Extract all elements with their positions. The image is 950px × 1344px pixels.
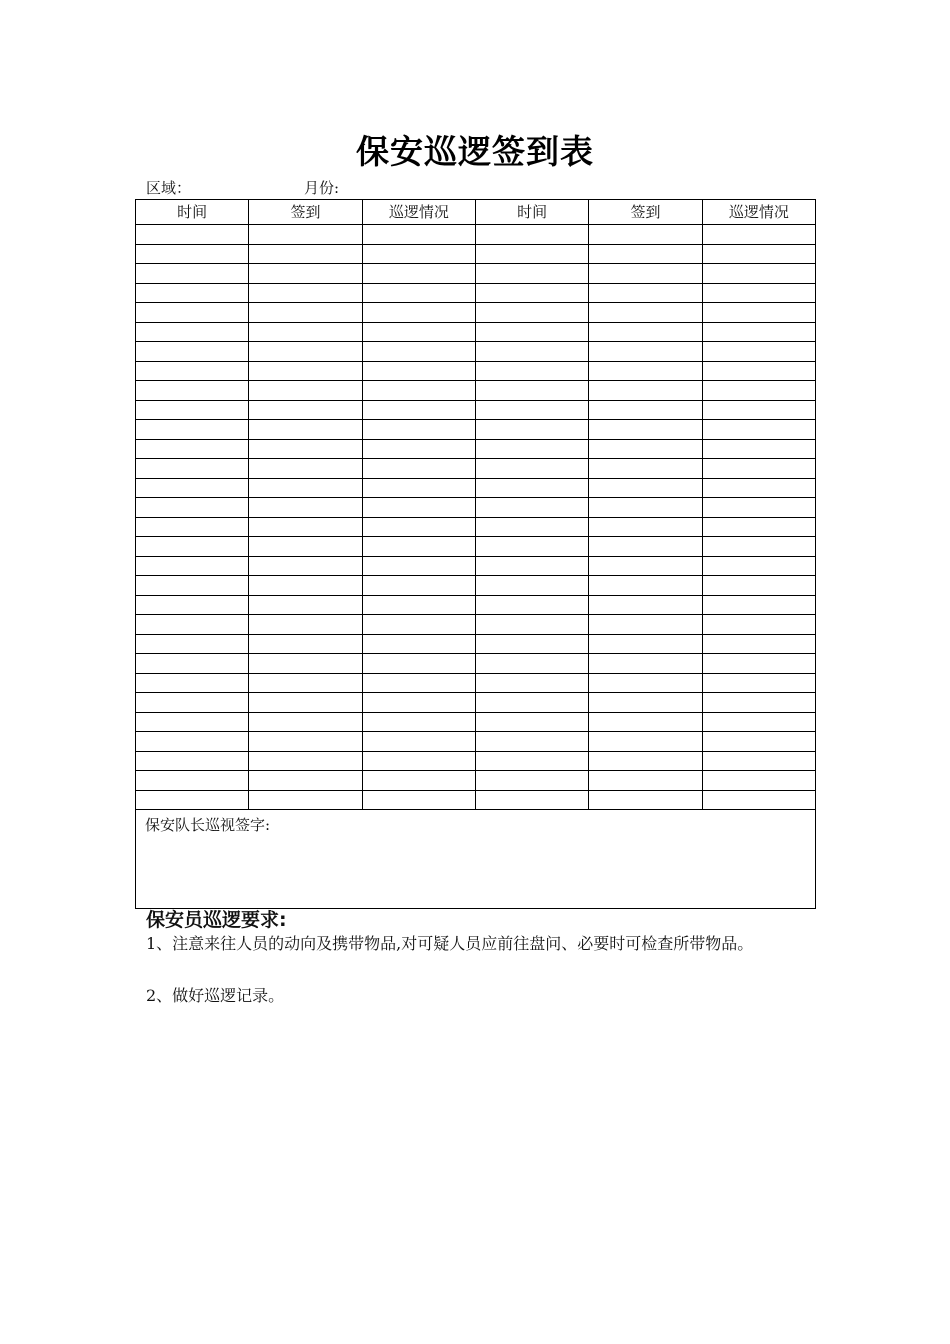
table-cell[interactable] xyxy=(475,615,588,635)
table-cell[interactable] xyxy=(362,693,475,713)
table-cell[interactable] xyxy=(362,381,475,401)
table-cell[interactable] xyxy=(362,439,475,459)
table-cell[interactable] xyxy=(702,400,815,420)
table-cell[interactable] xyxy=(136,517,249,537)
table-cell[interactable] xyxy=(249,712,362,732)
table-cell[interactable] xyxy=(702,751,815,771)
table-row xyxy=(136,225,816,245)
table-cell[interactable] xyxy=(702,420,815,440)
table-row xyxy=(136,478,816,498)
table-cell[interactable] xyxy=(475,673,588,693)
table-row xyxy=(136,459,816,479)
table-cell[interactable] xyxy=(249,498,362,518)
table-cell[interactable] xyxy=(362,712,475,732)
table-cell[interactable] xyxy=(589,244,702,264)
table-cell[interactable] xyxy=(589,751,702,771)
table-cell[interactable] xyxy=(362,244,475,264)
column-header-signin: 签到 xyxy=(249,200,362,225)
table-cell[interactable] xyxy=(475,225,588,245)
table-cell[interactable] xyxy=(475,420,588,440)
table-cell[interactable] xyxy=(362,615,475,635)
table-row xyxy=(136,615,816,635)
column-header-time: 时间 xyxy=(475,200,588,225)
table-cell[interactable] xyxy=(702,381,815,401)
table-cell[interactable] xyxy=(136,244,249,264)
table-cell[interactable] xyxy=(136,615,249,635)
table-cell[interactable] xyxy=(589,517,702,537)
table-cell[interactable] xyxy=(136,342,249,362)
table-cell[interactable] xyxy=(249,264,362,284)
table-cell[interactable] xyxy=(249,556,362,576)
table-cell[interactable] xyxy=(249,693,362,713)
table-cell[interactable] xyxy=(702,615,815,635)
table-cell[interactable] xyxy=(249,439,362,459)
table-cell[interactable] xyxy=(475,712,588,732)
table-cell[interactable] xyxy=(136,322,249,342)
table-cell[interactable] xyxy=(589,264,702,284)
table-cell[interactable] xyxy=(136,420,249,440)
table-cell[interactable] xyxy=(589,537,702,557)
table-cell[interactable] xyxy=(589,303,702,323)
table-cell[interactable] xyxy=(475,576,588,596)
table-cell[interactable] xyxy=(475,693,588,713)
page-title: 保安巡逻签到表 xyxy=(356,132,594,171)
table-cell[interactable] xyxy=(249,361,362,381)
table-cell[interactable] xyxy=(249,537,362,557)
requirements-title: 保安员巡逻要求: xyxy=(146,909,287,931)
table-cell[interactable] xyxy=(589,381,702,401)
table-cell[interactable] xyxy=(136,732,249,752)
table-cell[interactable] xyxy=(475,400,588,420)
table-cell[interactable] xyxy=(475,381,588,401)
table-row xyxy=(136,556,816,576)
table-row xyxy=(136,790,816,810)
table-cell[interactable] xyxy=(702,459,815,479)
table-row xyxy=(136,751,816,771)
table-cell[interactable] xyxy=(136,556,249,576)
table-cell[interactable] xyxy=(136,693,249,713)
table-cell[interactable] xyxy=(362,634,475,654)
table-cell[interactable] xyxy=(475,556,588,576)
table-cell[interactable] xyxy=(136,264,249,284)
table-row xyxy=(136,498,816,518)
table-cell[interactable] xyxy=(362,732,475,752)
table-cell[interactable] xyxy=(589,400,702,420)
table-cell[interactable] xyxy=(702,771,815,791)
table-cell[interactable] xyxy=(362,478,475,498)
table-cell[interactable] xyxy=(589,439,702,459)
table-cell[interactable] xyxy=(249,790,362,810)
table-header-row xyxy=(136,200,816,225)
table-cell[interactable] xyxy=(475,517,588,537)
table-cell[interactable] xyxy=(136,498,249,518)
table-cell[interactable] xyxy=(136,771,249,791)
table-cell[interactable] xyxy=(589,322,702,342)
table-cell[interactable] xyxy=(362,303,475,323)
table-cell[interactable] xyxy=(475,342,588,362)
table-cell[interactable] xyxy=(702,732,815,752)
table-cell[interactable] xyxy=(362,498,475,518)
table-row xyxy=(136,654,816,674)
table-cell[interactable] xyxy=(475,303,588,323)
table-cell[interactable] xyxy=(249,459,362,479)
table-cell[interactable] xyxy=(475,478,588,498)
table-cell[interactable] xyxy=(589,790,702,810)
table-row xyxy=(136,244,816,264)
table-cell[interactable] xyxy=(362,400,475,420)
table-cell[interactable] xyxy=(702,790,815,810)
table-cell[interactable] xyxy=(475,264,588,284)
table-cell[interactable] xyxy=(136,361,249,381)
table-cell[interactable] xyxy=(475,361,588,381)
table-cell[interactable] xyxy=(362,225,475,245)
table-cell[interactable] xyxy=(589,420,702,440)
table-cell[interactable] xyxy=(136,303,249,323)
table-cell[interactable] xyxy=(702,225,815,245)
table-cell[interactable] xyxy=(136,634,249,654)
table-row xyxy=(136,693,816,713)
table-cell[interactable] xyxy=(475,634,588,654)
table-cell[interactable] xyxy=(589,771,702,791)
table-cell[interactable] xyxy=(475,498,588,518)
table-cell[interactable] xyxy=(249,615,362,635)
table-cell[interactable] xyxy=(702,712,815,732)
table-cell[interactable] xyxy=(136,751,249,771)
table-cell[interactable] xyxy=(702,264,815,284)
table-row xyxy=(136,712,816,732)
table-cell[interactable] xyxy=(362,361,475,381)
table-body xyxy=(136,225,816,810)
table-cell[interactable] xyxy=(475,654,588,674)
table-cell[interactable] xyxy=(475,751,588,771)
table-cell[interactable] xyxy=(249,381,362,401)
patrol-sheet xyxy=(135,199,816,909)
captain-signature-box[interactable] xyxy=(135,810,816,909)
table-cell[interactable] xyxy=(249,673,362,693)
table-cell[interactable] xyxy=(136,381,249,401)
table-cell[interactable] xyxy=(362,459,475,479)
column-header-status: 巡逻情况 xyxy=(362,200,475,225)
table-cell[interactable] xyxy=(362,537,475,557)
table-cell[interactable] xyxy=(702,303,815,323)
table-row xyxy=(136,771,816,791)
table-cell[interactable] xyxy=(249,303,362,323)
table-cell[interactable] xyxy=(475,459,588,479)
table-cell[interactable] xyxy=(589,225,702,245)
table-row xyxy=(136,595,816,615)
table-cell[interactable] xyxy=(475,595,588,615)
table-cell[interactable] xyxy=(475,283,588,303)
table-cell[interactable] xyxy=(702,361,815,381)
table-cell[interactable] xyxy=(702,556,815,576)
table-cell[interactable] xyxy=(362,654,475,674)
table-row xyxy=(136,634,816,654)
table-cell[interactable] xyxy=(136,400,249,420)
table-cell[interactable] xyxy=(362,673,475,693)
table-cell[interactable] xyxy=(702,439,815,459)
table-cell[interactable] xyxy=(249,517,362,537)
table-cell[interactable] xyxy=(136,654,249,674)
table-cell[interactable] xyxy=(589,556,702,576)
table-cell[interactable] xyxy=(702,654,815,674)
table-cell[interactable] xyxy=(702,634,815,654)
table-cell[interactable] xyxy=(589,634,702,654)
table-cell[interactable] xyxy=(589,459,702,479)
table-cell[interactable] xyxy=(475,322,588,342)
table-cell[interactable] xyxy=(589,478,702,498)
table-row xyxy=(136,420,816,440)
table-row xyxy=(136,537,816,557)
table-cell[interactable] xyxy=(249,342,362,362)
table-row xyxy=(136,264,816,284)
column-header-time: 时间 xyxy=(136,200,249,225)
table-cell[interactable] xyxy=(362,420,475,440)
captain-signature-label: 保安队长巡视签字: xyxy=(145,816,271,834)
table-row xyxy=(136,732,816,752)
table-row xyxy=(136,283,816,303)
table-cell[interactable] xyxy=(249,400,362,420)
table-cell[interactable] xyxy=(249,751,362,771)
table-cell[interactable] xyxy=(249,732,362,752)
table-cell[interactable] xyxy=(589,693,702,713)
table-cell[interactable] xyxy=(136,537,249,557)
table-cell[interactable] xyxy=(362,771,475,791)
month-label: 月份: xyxy=(304,179,340,197)
table-cell[interactable] xyxy=(249,283,362,303)
table-cell[interactable] xyxy=(136,439,249,459)
table-cell[interactable] xyxy=(475,790,588,810)
table-cell[interactable] xyxy=(249,322,362,342)
table-cell[interactable] xyxy=(362,322,475,342)
table-cell[interactable] xyxy=(589,732,702,752)
table-row xyxy=(136,303,816,323)
table-cell[interactable] xyxy=(136,790,249,810)
table-cell[interactable] xyxy=(589,712,702,732)
table-cell[interactable] xyxy=(475,537,588,557)
table-cell[interactable] xyxy=(702,283,815,303)
table-cell[interactable] xyxy=(589,361,702,381)
table-cell[interactable] xyxy=(136,673,249,693)
table-cell[interactable] xyxy=(362,790,475,810)
table-cell[interactable] xyxy=(702,342,815,362)
requirement-item: 2、做好巡逻记录。 xyxy=(146,986,285,1005)
table-cell[interactable] xyxy=(249,771,362,791)
table-cell[interactable] xyxy=(136,283,249,303)
region-label: 区域： xyxy=(146,179,192,197)
table-cell[interactable] xyxy=(362,751,475,771)
table-cell[interactable] xyxy=(589,342,702,362)
table-cell[interactable] xyxy=(702,673,815,693)
table-cell[interactable] xyxy=(702,517,815,537)
table-cell[interactable] xyxy=(702,244,815,264)
table-cell[interactable] xyxy=(475,771,588,791)
table-cell[interactable] xyxy=(249,595,362,615)
table-cell[interactable] xyxy=(362,595,475,615)
table-cell[interactable] xyxy=(249,576,362,596)
table-cell[interactable] xyxy=(702,576,815,596)
table-cell[interactable] xyxy=(589,673,702,693)
table-cell[interactable] xyxy=(589,615,702,635)
table-cell[interactable] xyxy=(702,322,815,342)
table-row xyxy=(136,381,816,401)
table-cell[interactable] xyxy=(136,712,249,732)
table-row xyxy=(136,517,816,537)
table-cell[interactable] xyxy=(589,576,702,596)
table-cell[interactable] xyxy=(249,244,362,264)
table-cell[interactable] xyxy=(702,537,815,557)
table-cell[interactable] xyxy=(589,283,702,303)
table-cell[interactable] xyxy=(249,478,362,498)
table-cell[interactable] xyxy=(249,225,362,245)
table-cell[interactable] xyxy=(589,595,702,615)
table-row xyxy=(136,439,816,459)
table-cell[interactable] xyxy=(249,634,362,654)
table-cell[interactable] xyxy=(362,264,475,284)
table-row xyxy=(136,400,816,420)
table-cell[interactable] xyxy=(249,654,362,674)
table-cell[interactable] xyxy=(589,654,702,674)
table-row xyxy=(136,322,816,342)
table-cell[interactable] xyxy=(362,556,475,576)
table-row xyxy=(136,673,816,693)
table-cell[interactable] xyxy=(702,498,815,518)
patrol-table xyxy=(135,199,816,810)
table-cell[interactable] xyxy=(702,595,815,615)
requirement-item: 1、注意来往人员的动向及携带物品,对可疑人员应前往盘问、必要时可检查所带物品。 xyxy=(146,934,754,953)
table-cell[interactable] xyxy=(475,244,588,264)
table-cell[interactable] xyxy=(475,439,588,459)
table-row xyxy=(136,361,816,381)
table-cell[interactable] xyxy=(136,478,249,498)
table-cell[interactable] xyxy=(362,283,475,303)
table-cell[interactable] xyxy=(362,342,475,362)
table-row xyxy=(136,576,816,596)
column-header-signin: 签到 xyxy=(589,200,702,225)
table-cell[interactable] xyxy=(136,576,249,596)
column-header-status: 巡逻情况 xyxy=(702,200,815,225)
table-cell[interactable] xyxy=(475,732,588,752)
table-cell[interactable] xyxy=(362,576,475,596)
table-cell[interactable] xyxy=(249,420,362,440)
table-cell[interactable] xyxy=(589,498,702,518)
table-cell[interactable] xyxy=(136,225,249,245)
table-row xyxy=(136,342,816,362)
table-cell[interactable] xyxy=(702,693,815,713)
table-cell[interactable] xyxy=(702,478,815,498)
table-cell[interactable] xyxy=(136,595,249,615)
table-cell[interactable] xyxy=(136,459,249,479)
table-cell[interactable] xyxy=(362,517,475,537)
